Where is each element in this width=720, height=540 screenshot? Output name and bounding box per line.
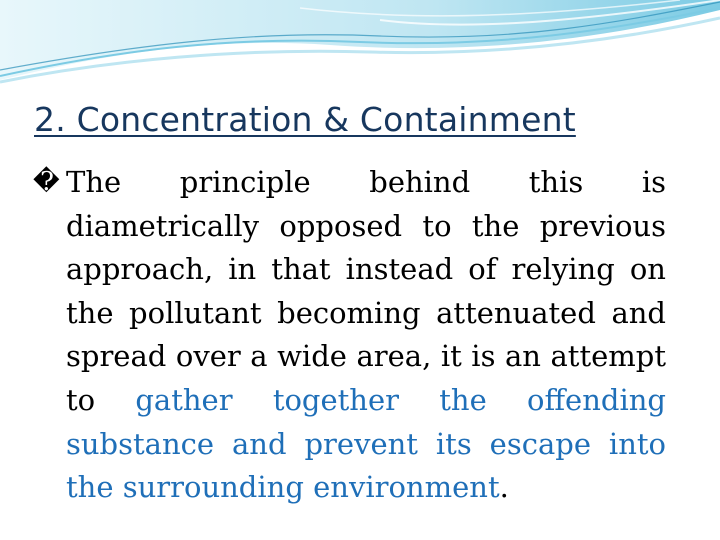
bullet-marker: � [33,167,60,197]
body-text-highlight: gather together the offending substance and prevent its escape into the surrounding environment [66,382,666,505]
wave-banner [0,0,720,90]
body-text-main: The principle behind this is diametrically opposed to the previous approach, in that instead of relying on the pollutant becoming attenuated and spread over a wide area, it is an attempt to [66,165,666,417]
bullet-paragraph [33,161,666,510]
body-text-end: . [499,470,509,505]
slide-title: 2. Concentration & Containment [34,100,576,139]
